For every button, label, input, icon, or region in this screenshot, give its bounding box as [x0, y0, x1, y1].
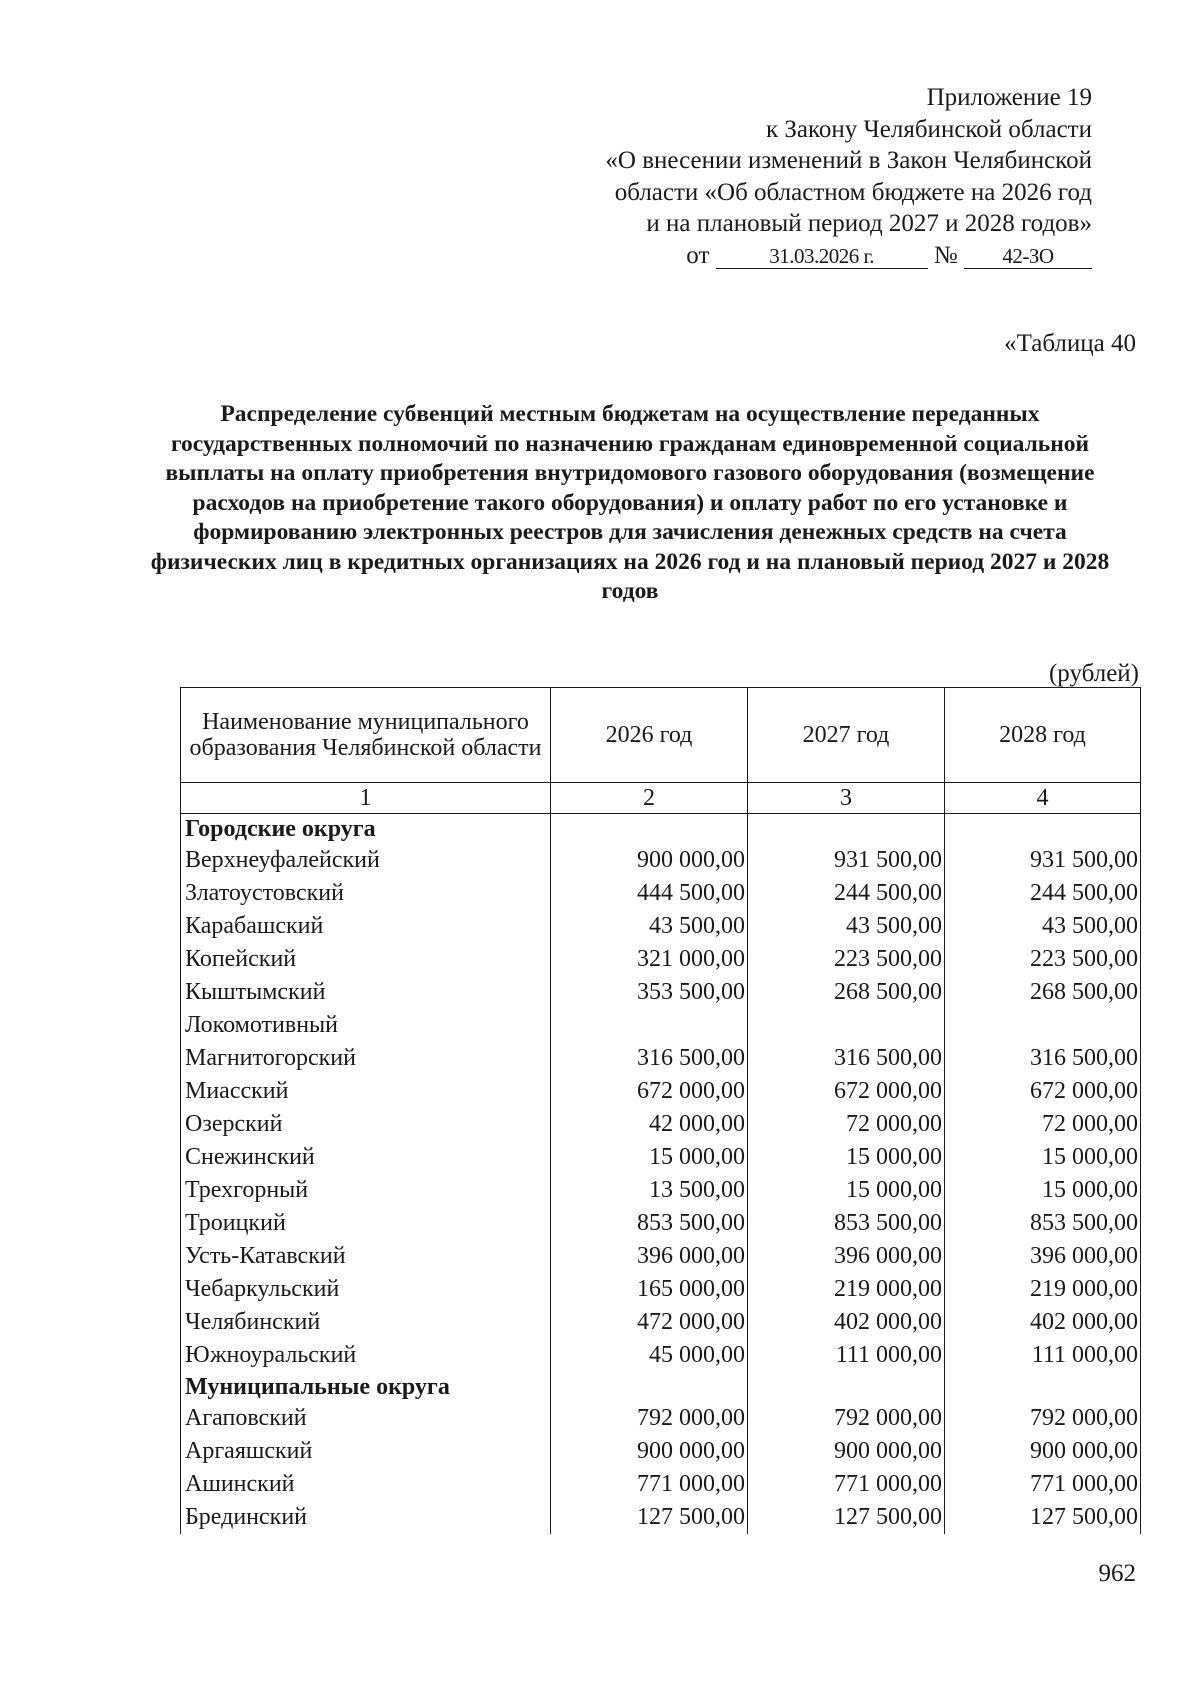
amount-2028: 43 500,00 — [945, 910, 1141, 943]
amount-2027: 219 000,00 — [748, 1273, 945, 1306]
date-prefix: от — [686, 241, 710, 269]
table-row — [181, 1273, 1141, 1306]
amount-2026: 792 000,00 — [551, 1402, 748, 1435]
municipality-name: Трехгорный — [181, 1174, 551, 1207]
table-row — [181, 1042, 1141, 1075]
column-number-row — [181, 783, 1141, 814]
municipality-name: Локомотивный — [181, 1009, 551, 1042]
amount-2027: 223 500,00 — [748, 943, 945, 976]
amount-2027: 853 500,00 — [748, 1207, 945, 1240]
table-row — [181, 844, 1141, 877]
section-title: Муниципальные округа — [181, 1372, 551, 1402]
municipality-name: Аргаяшский — [181, 1435, 551, 1468]
law-date: 31.03.2026 г. — [716, 244, 928, 269]
municipality-name: Агаповский — [181, 1402, 551, 1435]
column-number: 4 — [945, 783, 1141, 814]
appendix-line-2: к Закону Челябинской области — [766, 115, 1092, 143]
table-row — [181, 1435, 1141, 1468]
municipality-name: Озерский — [181, 1108, 551, 1141]
amount-2026: 15 000,00 — [551, 1141, 748, 1174]
amount-2027: 402 000,00 — [748, 1306, 945, 1339]
municipality-name: Магнитогорский — [181, 1042, 551, 1075]
amount-2028: 15 000,00 — [945, 1141, 1141, 1174]
amount-2027: 268 500,00 — [748, 976, 945, 1009]
amount-2028: 219 000,00 — [945, 1273, 1141, 1306]
units-label: (рублей) — [1048, 660, 1139, 687]
empty-cell — [748, 814, 945, 845]
amount-2028: 111 000,00 — [945, 1339, 1141, 1372]
amount-2027: 15 000,00 — [748, 1141, 945, 1174]
section-row — [181, 1372, 1141, 1402]
amount-2027: 244 500,00 — [748, 877, 945, 910]
amount-2028: 396 000,00 — [945, 1240, 1141, 1273]
empty-cell — [748, 1372, 945, 1402]
subventions-table — [180, 687, 1141, 1534]
amount-2026: 127 500,00 — [551, 1501, 748, 1534]
amount-2028: 127 500,00 — [945, 1501, 1141, 1534]
header-2027: 2027 год — [748, 688, 945, 783]
empty-cell — [551, 814, 748, 845]
empty-cell — [945, 1372, 1141, 1402]
amount-2028: 853 500,00 — [945, 1207, 1141, 1240]
municipality-name: Карабашский — [181, 910, 551, 943]
amount-2028: 900 000,00 — [945, 1435, 1141, 1468]
amount-2027: 931 500,00 — [748, 844, 945, 877]
amount-2027: 316 500,00 — [748, 1042, 945, 1075]
amount-2026: 45 000,00 — [551, 1339, 748, 1372]
appendix-line-4: области «Об областном бюджете на 2026 год — [614, 178, 1092, 206]
amount-2026: 165 000,00 — [551, 1273, 748, 1306]
table-row — [181, 1075, 1141, 1108]
amount-2026: 472 000,00 — [551, 1306, 748, 1339]
table-row — [181, 943, 1141, 976]
amount-2026: 444 500,00 — [551, 877, 748, 910]
section-row — [181, 814, 1141, 845]
amount-2028: 15 000,00 — [945, 1174, 1141, 1207]
appendix-header — [532, 82, 1092, 271]
amount-2026: 43 500,00 — [551, 910, 748, 943]
amount-2026: 42 000,00 — [551, 1108, 748, 1141]
amount-2026 — [551, 1009, 748, 1042]
table-row — [181, 1141, 1141, 1174]
amount-2027 — [748, 1009, 945, 1042]
column-number: 3 — [748, 783, 945, 814]
law-number: 42-ЗО — [964, 244, 1092, 269]
amount-2026: 396 000,00 — [551, 1240, 748, 1273]
amount-2026: 900 000,00 — [551, 844, 748, 877]
table-row — [181, 877, 1141, 910]
amount-2028: 268 500,00 — [945, 976, 1141, 1009]
amount-2026: 13 500,00 — [551, 1174, 748, 1207]
municipality-name: Копейский — [181, 943, 551, 976]
amount-2028: 244 500,00 — [945, 877, 1141, 910]
amount-2027: 396 000,00 — [748, 1240, 945, 1273]
empty-cell — [551, 1372, 748, 1402]
header-2028: 2028 год — [945, 688, 1141, 783]
amount-2028: 402 000,00 — [945, 1306, 1141, 1339]
table-row — [181, 910, 1141, 943]
header-municipality: Наименование муниципального образования Челябинской области — [181, 688, 551, 783]
amount-2026: 321 000,00 — [551, 943, 748, 976]
amount-2028 — [945, 1009, 1141, 1042]
municipality-name: Усть-Катавский — [181, 1240, 551, 1273]
amount-2026: 353 500,00 — [551, 976, 748, 1009]
appendix-line-5: и на плановый период 2027 и 2028 годов» — [646, 210, 1092, 237]
column-number: 2 — [551, 783, 748, 814]
amount-2027: 111 000,00 — [748, 1339, 945, 1372]
amount-2026: 672 000,00 — [551, 1075, 748, 1108]
table-row — [181, 1339, 1141, 1372]
amount-2027: 43 500,00 — [748, 910, 945, 943]
amount-2027: 771 000,00 — [748, 1468, 945, 1501]
section-title: Городские округа — [181, 814, 551, 845]
table-label: «Таблица 40 — [1004, 330, 1136, 357]
municipality-name: Верхнеуфалейский — [181, 844, 551, 877]
amount-2027: 792 000,00 — [748, 1402, 945, 1435]
table-row — [181, 1108, 1141, 1141]
empty-cell — [945, 814, 1141, 845]
document-title: Распределение субвенций местным бюджетам на осуществление переданных государственных полномочий по назначению гражданам единовременной социальной выплаты на оплату приобретения внутридомового газового оборудования (возмещение расходов на приобретение такого оборудования) и оплату работ по его установке и формированию электронных реестров для зачисления денежных средств на счета физических лиц в кредитных организациях на 2026 год и на плановый период 2027 и 2028 годов — [150, 401, 1110, 604]
page-number: 962 — [1098, 1560, 1136, 1587]
header-2026: 2026 год — [551, 688, 748, 783]
column-number: 1 — [181, 783, 551, 814]
municipality-name: Ашинский — [181, 1468, 551, 1501]
municipality-name: Миасский — [181, 1075, 551, 1108]
amount-2026: 771 000,00 — [551, 1468, 748, 1501]
appendix-line-1: Приложение 19 — [926, 84, 1092, 111]
municipality-name: Южноуральский — [181, 1339, 551, 1372]
table-row — [181, 1402, 1141, 1435]
amount-2027: 127 500,00 — [748, 1501, 945, 1534]
table-row — [181, 976, 1141, 1009]
municipality-name: Троицкий — [181, 1207, 551, 1240]
municipality-name: Челябинский — [181, 1306, 551, 1339]
number-sign: № — [933, 241, 958, 269]
table-row — [181, 1009, 1141, 1042]
amount-2027: 900 000,00 — [748, 1435, 945, 1468]
table-row — [181, 1174, 1141, 1207]
amount-2027: 15 000,00 — [748, 1174, 945, 1207]
table-row — [181, 1501, 1141, 1534]
amount-2027: 72 000,00 — [748, 1108, 945, 1141]
header-row — [181, 688, 1141, 783]
amount-2028: 316 500,00 — [945, 1042, 1141, 1075]
appendix-line-3: «О внесении изменений в Закон Челябинской — [605, 147, 1092, 174]
municipality-name: Кыштымский — [181, 976, 551, 1009]
municipality-name: Брединский — [181, 1501, 551, 1534]
law-date-number-line — [532, 240, 1092, 272]
table-row — [181, 1306, 1141, 1339]
amount-2026: 900 000,00 — [551, 1435, 748, 1468]
table-body — [181, 814, 1141, 1535]
amount-2027: 672 000,00 — [748, 1075, 945, 1108]
amount-2028: 672 000,00 — [945, 1075, 1141, 1108]
municipality-name: Снежинский — [181, 1141, 551, 1174]
amount-2028: 771 000,00 — [945, 1468, 1141, 1501]
amount-2026: 316 500,00 — [551, 1042, 748, 1075]
table-row — [181, 1468, 1141, 1501]
amount-2028: 72 000,00 — [945, 1108, 1141, 1141]
amount-2028: 931 500,00 — [945, 844, 1141, 877]
amount-2028: 792 000,00 — [945, 1402, 1141, 1435]
amount-2026: 853 500,00 — [551, 1207, 748, 1240]
amount-2028: 223 500,00 — [945, 943, 1141, 976]
municipality-name: Златоустовский — [181, 877, 551, 910]
municipality-name: Чебаркульский — [181, 1273, 551, 1306]
table-row — [181, 1240, 1141, 1273]
table-row — [181, 1207, 1141, 1240]
